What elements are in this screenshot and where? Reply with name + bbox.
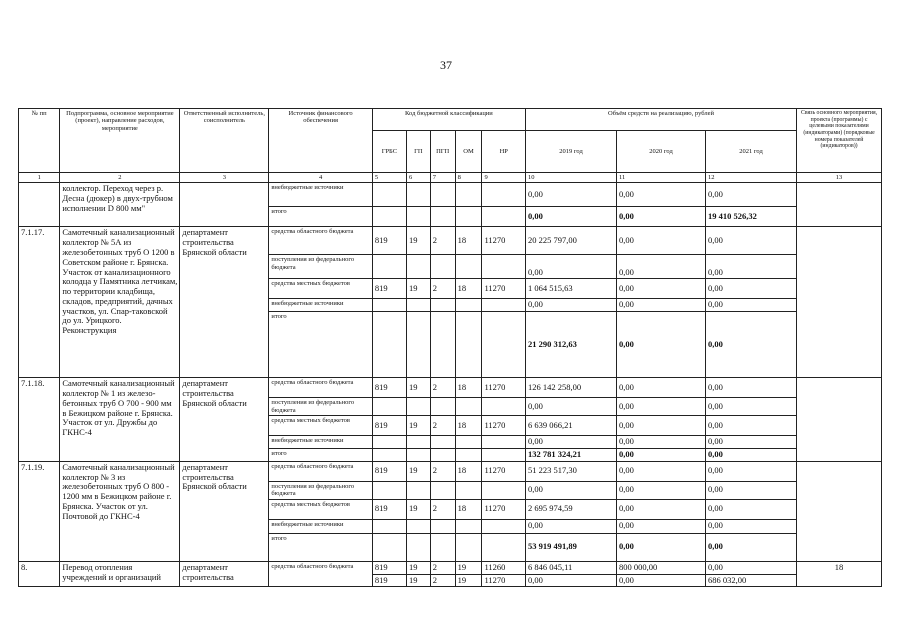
total-2019: 132 781 324,21	[526, 449, 617, 462]
responsible-cell: департамент строительства Брянской области	[180, 461, 269, 561]
source-offbudget: внебюджетные источники	[269, 436, 372, 449]
item-number: 8.	[19, 561, 60, 587]
program-cell: Самотечный канализационный коллектор № 5А из железобетонных труб O 1200 в Советском районе г. Брянска. Участок от канализационного колодца у Памятника летчикам, по территории кладбища, складов, предприятий, дачных участков, ул. Спар-таковской до ул. Урицкого. Реконструкция	[60, 227, 180, 378]
amount-2019: 2 695 974,59	[526, 499, 617, 519]
code-np: 11270	[482, 499, 526, 519]
amount-2020: 0,00	[617, 436, 706, 449]
col-index: 5	[372, 173, 406, 183]
code-grbs: 819	[372, 461, 406, 481]
col-index: 2	[60, 173, 180, 183]
code-gp: 19	[406, 499, 430, 519]
source-federal: поступления из федерального бюджета	[269, 398, 372, 416]
code-np: 11270	[482, 461, 526, 481]
total-2020: 0,00	[617, 533, 706, 561]
amount-2021: 0,00	[706, 279, 797, 299]
code-pgp: 2	[430, 574, 455, 587]
header-2020: 2020 год	[617, 131, 706, 173]
amount-2019: 6 846 045,11	[526, 561, 617, 574]
code-np: 11270	[482, 574, 526, 587]
col-index: 9	[482, 173, 526, 183]
amount-2020: 0,00	[617, 255, 706, 279]
amount-2019: 0,00	[526, 519, 617, 533]
amount-2019: 0,00	[526, 398, 617, 416]
code-pgp: 2	[430, 561, 455, 574]
amount-2021: 0,00	[706, 398, 797, 416]
amount-2019: 0,00	[526, 481, 617, 499]
amount-2021: 0,00	[706, 481, 797, 499]
amount-2020: 0,00	[617, 519, 706, 533]
total-2021: 0,00	[706, 449, 797, 462]
column-index-row	[19, 173, 882, 183]
header-source: Источник финансового обеспечения	[269, 109, 372, 173]
amount-2021: 0,00	[706, 227, 797, 255]
header-responsible: Ответственный исполнитель, соисполнитель	[180, 109, 269, 173]
code-om: 18	[455, 499, 482, 519]
amount-2020: 800 000,00	[617, 561, 706, 574]
col-index: 13	[797, 173, 882, 183]
amount-2021: 686 032,00	[706, 574, 797, 587]
code-np: 11270	[482, 416, 526, 436]
source-offbudget: внебюджетные источники	[269, 519, 372, 533]
total-2020: 0,00	[617, 449, 706, 462]
code-grbs: 819	[372, 416, 406, 436]
amount-2020: 0,00	[617, 461, 706, 481]
amount-2020: 0,00	[617, 481, 706, 499]
table-row	[19, 378, 882, 398]
code-np: 11270	[482, 227, 526, 255]
header-grbs: ГРБС	[372, 131, 406, 173]
code-gp: 19	[406, 461, 430, 481]
source-federal: поступления из федерального бюджета	[269, 255, 372, 279]
amount-2019: 126 142 258,00	[526, 378, 617, 398]
indicator-link: 18	[797, 561, 882, 587]
total-2019: 0,00	[526, 207, 617, 227]
item-number: 7.1.18.	[19, 378, 60, 462]
code-om: 18	[455, 416, 482, 436]
code-grbs: 819	[372, 279, 406, 299]
source-offbudget: внебюджетные источники	[269, 183, 372, 207]
source-federal: поступления из федерального бюджета	[269, 481, 372, 499]
total-2019: 53 919 491,89	[526, 533, 617, 561]
header-pgp: ПГП	[430, 131, 455, 173]
source-total: итого	[269, 449, 372, 462]
code-gp: 19	[406, 574, 430, 587]
code-gp: 19	[406, 378, 430, 398]
col-index: 12	[706, 173, 797, 183]
header-budget-code: Код бюджетной классификации	[372, 109, 525, 131]
table-row	[19, 227, 882, 255]
responsible-cell: департамент строительства	[180, 561, 269, 587]
amount-2021: 0,00	[706, 519, 797, 533]
header-program: Подпрограмма, основное мероприятие (проект), направление расходов, мероприятие	[60, 109, 180, 173]
code-om: 19	[455, 561, 482, 574]
amount-2019: 0,00	[526, 299, 617, 312]
source-offbudget: внебюджетные источники	[269, 299, 372, 312]
code-pgp: 2	[430, 416, 455, 436]
source-regional: средства областного бюджета	[269, 461, 372, 481]
amount-2020: 0,00	[617, 398, 706, 416]
header-row	[19, 109, 882, 131]
table-row	[19, 561, 882, 574]
code-np: 11270	[482, 378, 526, 398]
table-row	[19, 461, 882, 481]
col-index: 8	[455, 173, 482, 183]
source-total: итого	[269, 312, 372, 378]
amount-2020: 0,00	[617, 416, 706, 436]
header-link: Связь основного мероприятия, проекта (программы) с целевыми показателями (индикаторами) (порядковые номера показателей (индикаторов))	[797, 109, 882, 173]
code-gp: 19	[406, 227, 430, 255]
code-grbs: 819	[372, 378, 406, 398]
amount-2020: 0,00	[617, 378, 706, 398]
source-regional: средства областного бюджета	[269, 561, 372, 587]
amount-2021: 0,00	[706, 499, 797, 519]
amount-2020: 0,00	[617, 227, 706, 255]
col-index: 6	[406, 173, 430, 183]
source-local: средства местных бюджетов	[269, 499, 372, 519]
total-2020: 0,00	[617, 207, 706, 227]
code-grbs: 819	[372, 499, 406, 519]
source-total: итого	[269, 533, 372, 561]
item-number: 7.1.19.	[19, 461, 60, 561]
source-regional: средства областного бюджета	[269, 378, 372, 398]
code-gp: 19	[406, 279, 430, 299]
code-pgp: 2	[430, 279, 455, 299]
col-index: 10	[526, 173, 617, 183]
source-regional: средства областного бюджета	[269, 227, 372, 255]
amount-2019: 51 223 517,30	[526, 461, 617, 481]
col-index: 3	[180, 173, 269, 183]
header-num: № пп	[19, 109, 60, 173]
amount-2021: 0,00	[706, 436, 797, 449]
item-number: 7.1.17.	[19, 227, 60, 378]
col-index: 7	[430, 173, 455, 183]
code-om: 18	[455, 461, 482, 481]
col-index: 11	[617, 173, 706, 183]
program-cell: коллектор. Переход через р. Десна (дюкер) в двух-трубном исполнении D 800 мм"	[60, 183, 180, 227]
amount-2021: 0,00	[706, 255, 797, 279]
col-index: 1	[19, 173, 60, 183]
header-2019: 2019 год	[526, 131, 617, 173]
amount-2021: 0,00	[706, 561, 797, 574]
amount-2020: 0,00	[617, 574, 706, 587]
code-pgp: 2	[430, 378, 455, 398]
table-row	[19, 183, 882, 207]
total-2021: 19 410 526,32	[706, 207, 797, 227]
code-om: 19	[455, 574, 482, 587]
amount-2021: 0,00	[706, 461, 797, 481]
header-2021: 2021 год	[706, 131, 797, 173]
code-grbs: 819	[372, 574, 406, 587]
amount-2020: 0,00	[617, 183, 706, 207]
amount-2021: 0,00	[706, 416, 797, 436]
amount-2019: 0,00	[526, 574, 617, 587]
amount-2019: 20 225 797,00	[526, 227, 617, 255]
code-om: 18	[455, 378, 482, 398]
source-local: средства местных бюджетов	[269, 416, 372, 436]
code-gp: 19	[406, 561, 430, 574]
amount-2019: 1 064 515,63	[526, 279, 617, 299]
total-2021: 0,00	[706, 312, 797, 378]
source-local: средства местных бюджетов	[269, 279, 372, 299]
total-2020: 0,00	[617, 312, 706, 378]
amount-2021: 0,00	[706, 183, 797, 207]
amount-2019: 0,00	[526, 255, 617, 279]
code-np: 11270	[482, 279, 526, 299]
amount-2021: 0,00	[706, 299, 797, 312]
total-2021: 0,00	[706, 533, 797, 561]
amount-2019: 0,00	[526, 183, 617, 207]
budget-table	[18, 108, 882, 587]
code-pgp: 2	[430, 461, 455, 481]
responsible-cell: департамент строительства Брянской области	[180, 378, 269, 462]
amount-2020: 0,00	[617, 299, 706, 312]
code-np: 11260	[482, 561, 526, 574]
header-amount: Объём средств на реализацию, рублей	[526, 109, 797, 131]
header-np: НР	[482, 131, 526, 173]
code-grbs: 819	[372, 227, 406, 255]
code-pgp: 2	[430, 227, 455, 255]
code-om: 18	[455, 279, 482, 299]
code-om: 18	[455, 227, 482, 255]
total-2019: 21 290 312,63	[526, 312, 617, 378]
responsible-cell: департамент строительства Брянской области	[180, 227, 269, 378]
amount-2019: 0,00	[526, 436, 617, 449]
code-grbs: 819	[372, 561, 406, 574]
code-gp: 19	[406, 416, 430, 436]
program-cell: Самотечный канализационный коллектор № 1 из железо-бетонных труб O 700 - 900 мм в Бежицком районе г. Брянска. Участок от ул. Дружбы до ГКНС-4	[60, 378, 180, 462]
source-total: итого	[269, 207, 372, 227]
program-cell: Самотечный канализационный коллектор № 3 из железобетонных труб O 800 - 1200 мм в Бежицком районе г. Брянска. Участок от ул. Почтовой до ГКНС-4	[60, 461, 180, 561]
code-pgp: 2	[430, 499, 455, 519]
header-om: ОМ	[455, 131, 482, 173]
page-number: 37	[440, 58, 452, 72]
amount-2020: 0,00	[617, 499, 706, 519]
amount-2019: 6 639 066,21	[526, 416, 617, 436]
col-index: 4	[269, 173, 372, 183]
program-cell: Перевод отопления учреждений и организаций	[60, 561, 180, 587]
amount-2020: 0,00	[617, 279, 706, 299]
header-gp: ГП	[406, 131, 430, 173]
amount-2021: 0,00	[706, 378, 797, 398]
